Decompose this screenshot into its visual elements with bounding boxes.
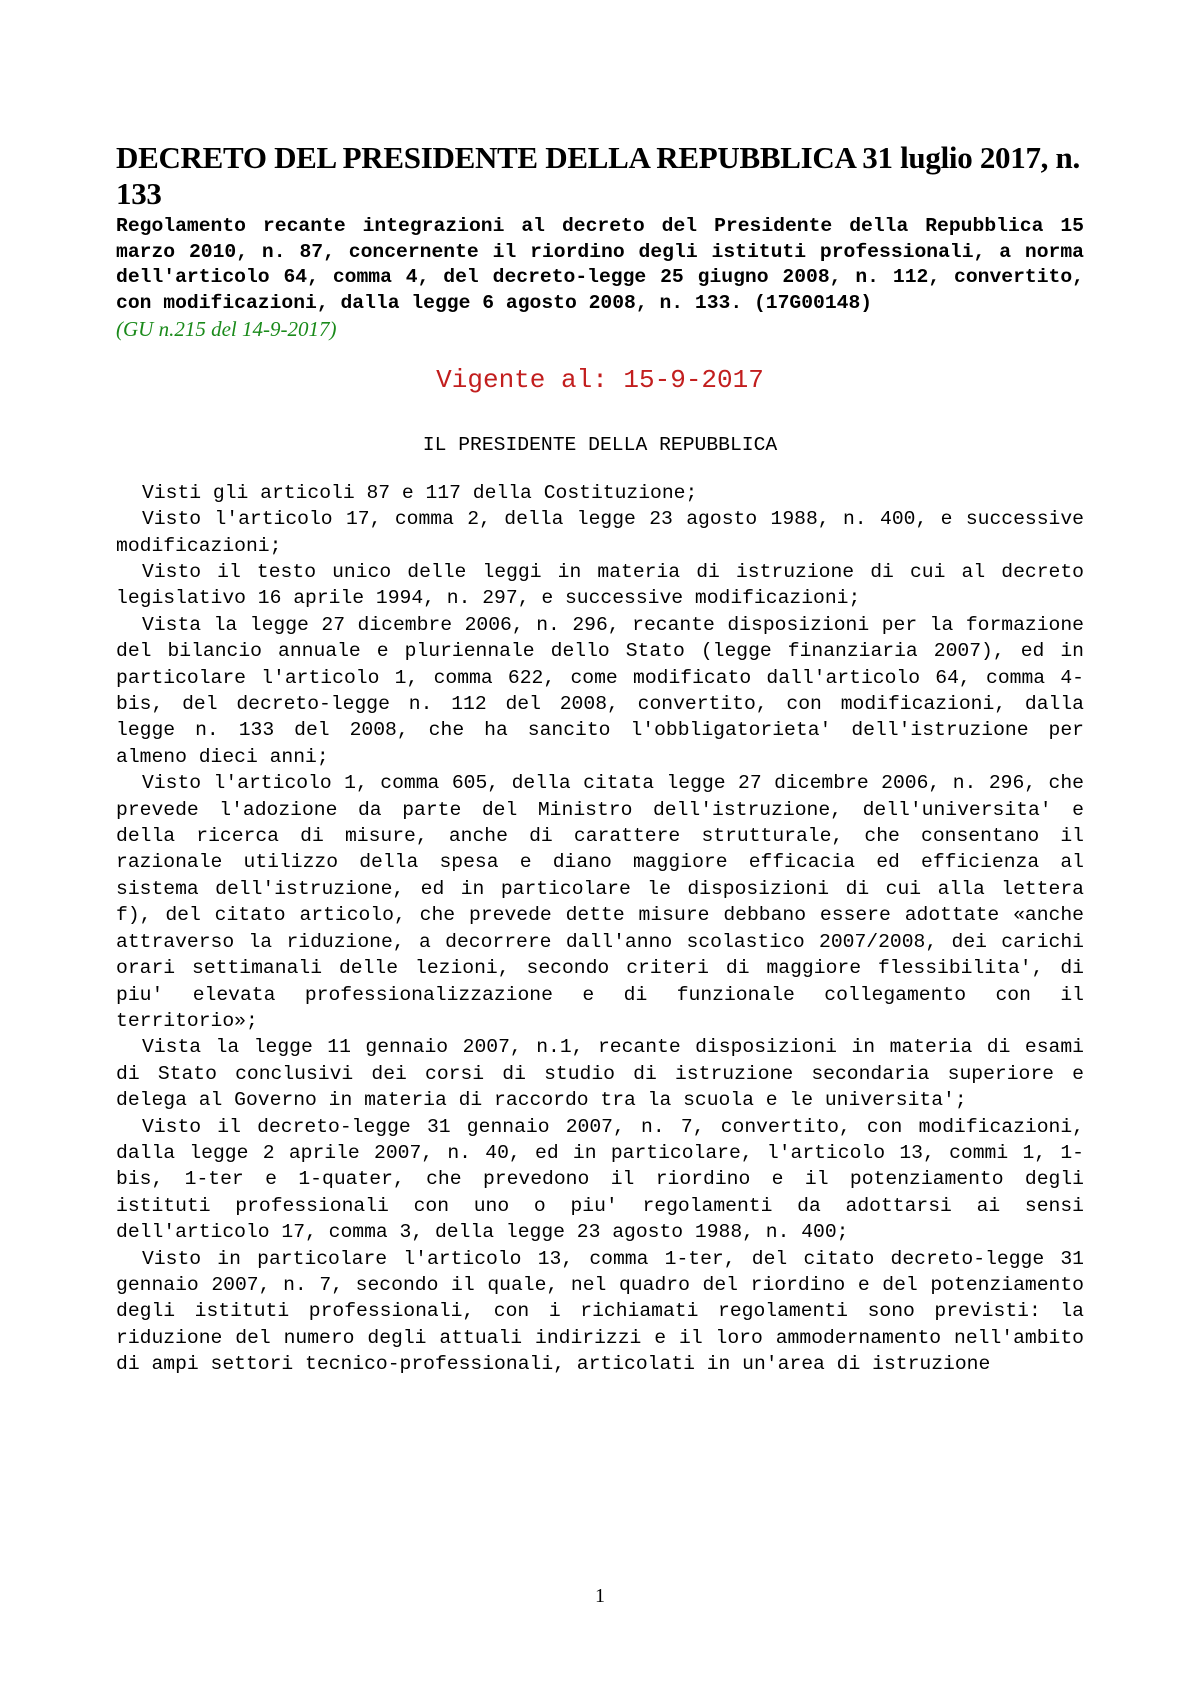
- decree-body: [116, 480, 1084, 1378]
- decree-title: DECRETO DEL PRESIDENTE DELLA REPUBBLICA 31 luglio 2017, n. 133: [116, 140, 1080, 211]
- paragraph: Vista la legge 11 gennaio 2007, n.1, recante disposizioni in materia di esami di Stato conclusivi dei corsi di studio di istruzione secondaria superiore e delega al Governo in materia di raccordo tra la scuola e le universita';: [116, 1036, 1084, 1112]
- decree-subtitle: Regolamento recante integrazioni al decreto del Presidente della Repubblica 15 marzo 2010, n. 87, concernente il riordino degli istituti professionali, a norma dell'articolo 64, comma 4, del decreto-legge 25 giugno 2008, n. 112, convertito, con modificazioni, dalla legge 6 agosto 2008, n. 133. (17G00148): [116, 215, 1084, 314]
- paragraph: Vista la legge 27 dicembre 2006, n. 296, recante disposizioni per la formazione del bilancio annuale e pluriennale dello Stato (legge finanziaria 2007), ed in particolare l'articolo 1, comma 622, come modificato dall'articolo 64, comma 4-bis, del decreto-legge n. 112 del 2008, convertito, con modificazioni, dalla legge n. 133 del 2008, che ha sancito l'obbligatorieta' dell'istruzione per almeno dieci anni;: [116, 613, 1084, 768]
- vigente-date: Vigente al: 15-9-2017: [436, 365, 764, 396]
- issuer-heading: IL PRESIDENTE DELLA REPUBBLICA: [422, 434, 778, 457]
- paragraph: Visto il decreto-legge 31 gennaio 2007, n. 7, convertito, con modificazioni, dalla legge 2 aprile 2007, n. 40, ed in particolare, l'articolo 13, commi 1, 1-bis, 1-ter e 1-quater, che prevedono il riordino e il potenziamento degli istituti professionali con uno o piu' regolamenti da adottarsi ai sensi dell'articolo 17, comma 3, della legge 23 agosto 1988, n. 400;: [116, 1115, 1084, 1244]
- paragraph: Visto l'articolo 17, comma 2, della legge 23 agosto 1988, n. 400, e successive modificazioni;: [116, 508, 1084, 557]
- gazette-reference: (GU n.215 del 14-9-2017): [116, 317, 337, 342]
- paragraph: Visto in particolare l'articolo 13, comma 1-ter, del citato decreto-legge 31 gennaio 2007, n. 7, secondo il quale, nel quadro del riordino e del potenziamento degli istituti professionali, con i richiamati regolamenti sono previsti: la riduzione del numero degli attuali indirizzi e il loro ammodernamento nell'ambito di ampi settori tecnico-professionali, articolati in un'area di istruzione: [116, 1247, 1084, 1376]
- paragraph: Visto l'articolo 1, comma 605, della citata legge 27 dicembre 2006, n. 296, che prevede l'adozione da parte del Ministro dell'istruzione, dell'universita' e della ricerca di misure, anche di carattere strutturale, che consentano il razionale utilizzo della spesa e diano maggiore efficacia ed efficienza al sistema dell'istruzione, ed in particolare le disposizioni di cui alla lettera f), del citato articolo, che prevede dette misure debbano essere adottate «anche attraverso la riduzione, a decorrere dall'anno scolastico 2007/2008, dei carichi orari settimanali delle lezioni, secondo criteri di maggiore flessibilita', di piu' elevata professionalizzazione e di funzionale collegamento con il territorio»;: [116, 772, 1084, 1032]
- document-page: [116, 140, 1084, 1378]
- paragraph: Visto il testo unico delle leggi in materia di istruzione di cui al decreto legislativo 16 aprile 1994, n. 297, e successive modificazioni;: [116, 561, 1084, 610]
- page-number: 1: [595, 1585, 605, 1607]
- paragraph: Visti gli articoli 87 e 117 della Costituzione;: [142, 481, 698, 504]
